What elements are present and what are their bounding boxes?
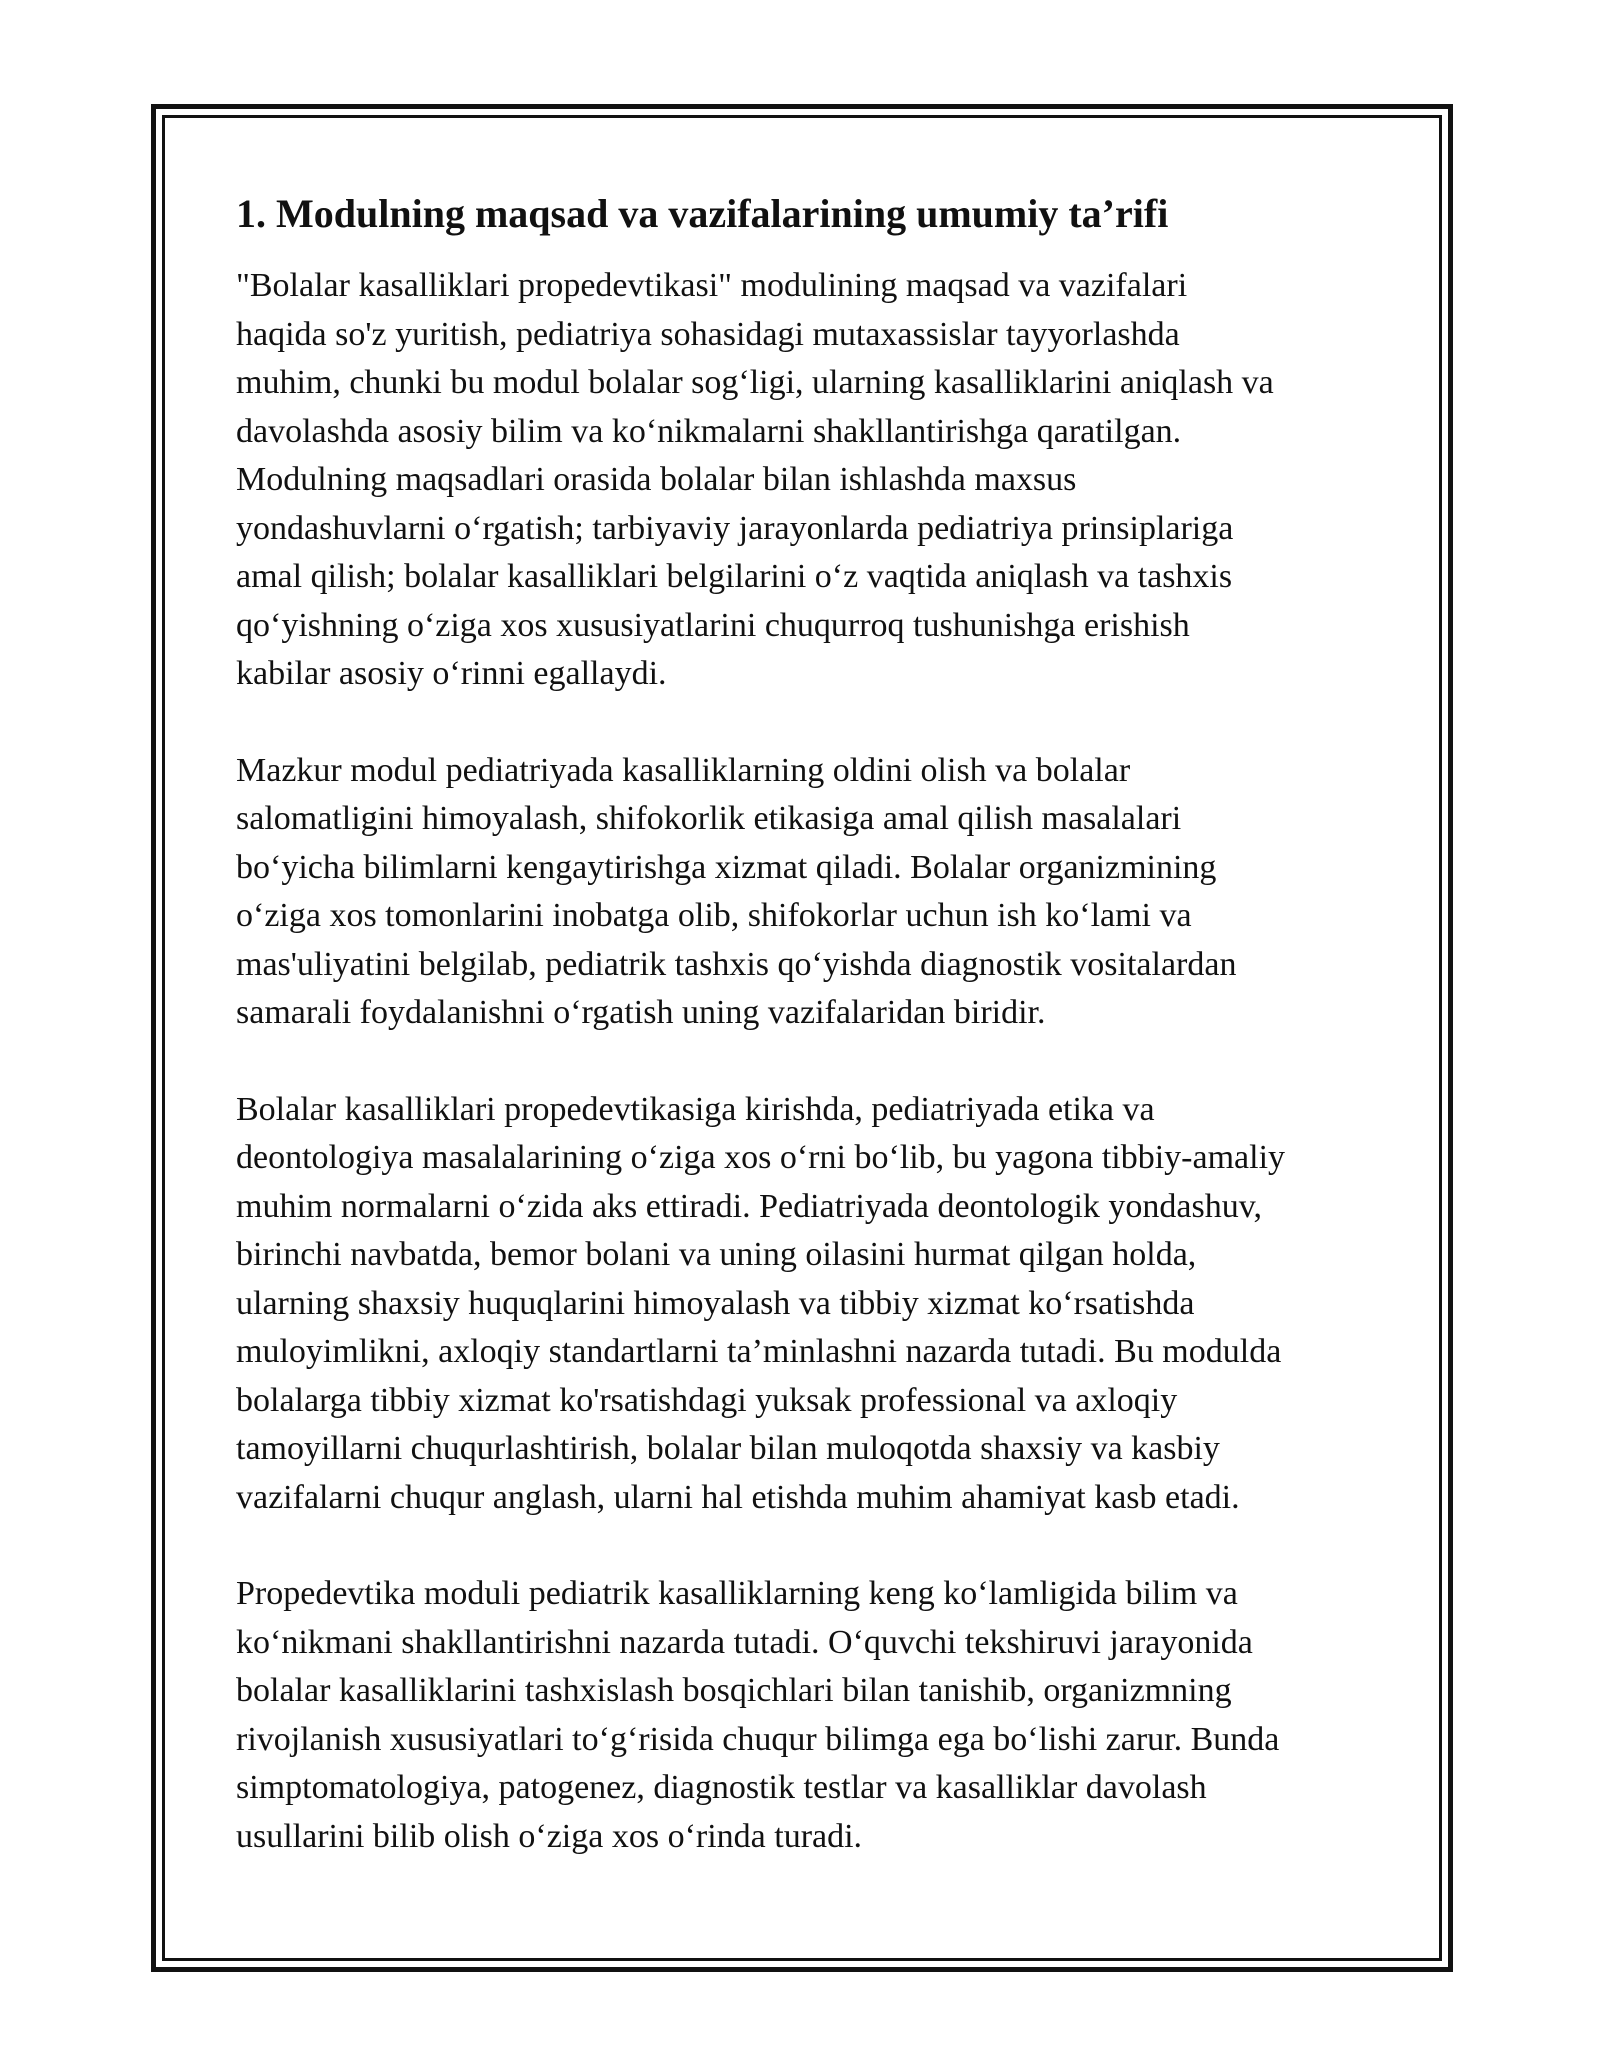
text-line: bolalar kasalliklarini tashxislash bosqichlari bilan tanishib, organizmning bbox=[236, 1672, 1232, 1709]
text-line: amal qilish; bolalar kasalliklari belgilarini o‘z vaqtida aniqlash va tashxis bbox=[236, 558, 1233, 595]
text-line: kabilar asosiy o‘rinni egallaydi. bbox=[236, 655, 667, 692]
paragraph-2 bbox=[236, 747, 1386, 1038]
text-line: "Bolalar kasalliklari propedevtikasi" modulining maqsad va vazifalari bbox=[236, 267, 1188, 304]
text-line: bolalarga tibbiy xizmat ko'rsatishdagi yuksak professional va axloqiy bbox=[236, 1381, 1178, 1419]
text-line: Bolalar kasalliklari propedevtikasiga kirishda, pediatriyada etika va bbox=[236, 1090, 1155, 1128]
text-line: birinchi navbatda, bemor bolani va uning oilasini hurmat qilgan holda, bbox=[236, 1236, 1197, 1273]
text-line: muloyimlikni, axloqiy standartlarni ta’minlashni nazarda tutadi. Bu modulda bbox=[236, 1333, 1282, 1370]
text-line: vazifalarni chuqur anglash, ularni hal etishda muhim ahamiyat kasb etadi. bbox=[236, 1478, 1240, 1516]
text-line: o‘ziga xos tomonlarini inobatga olib, shifokorlar uchun ish ko‘lami va bbox=[236, 897, 1192, 934]
text-line: yondashuvlarni o‘rgatish; tarbiyaviy jarayonlarda pediatriya prinsiplariga bbox=[236, 509, 1234, 547]
paragraph-1 bbox=[236, 262, 1386, 699]
text-line: Mazkur modul pediatriyada kasalliklarning oldini olish va bolalar bbox=[236, 751, 1131, 789]
text-line: usullarini bilib olish o‘ziga xos o‘rinda turadi. bbox=[236, 1817, 863, 1855]
text-line: bo‘yicha bilimlarni kengaytirishga xizmat qiladi. Bolalar organizmining bbox=[236, 848, 1217, 886]
section-heading: 1. Modulning maqsad va vazifalarining umumiy ta’rifi bbox=[236, 191, 1169, 236]
text-line: muhim normalarni o‘zida aks ettiradi. Pediatriyada deontologik yondashuv, bbox=[236, 1187, 1263, 1225]
text-line: rivojlanish xususiyatlari to‘g‘risida chuqur bilimga ega bo‘lishi zarur. Bunda bbox=[236, 1720, 1280, 1758]
text-line: samarali foydalanishni o‘rgatish uning vazifalaridan biridir. bbox=[236, 994, 1046, 1031]
paragraph-4 bbox=[236, 1570, 1386, 1861]
text-line: haqida so'z yuritish, pediatriya sohasidagi mutaxassislar tayyorlashda bbox=[236, 315, 1180, 353]
text-line: mas'uliyatini belgilab, pediatrik tashxis qo‘yishda diagnostik vositalardan bbox=[236, 945, 1237, 983]
text-line: simptomatologiya, patogenez, diagnostik testlar va kasalliklar davolash bbox=[236, 1769, 1207, 1806]
text-line: tamoyillarni chuqurlashtirish, bolalar bilan muloqotda shaxsiy va kasbiy bbox=[236, 1430, 1220, 1467]
text-line: muhim, chunki bu modul bolalar sog‘ligi, ularning kasalliklarini aniqlash va bbox=[236, 364, 1274, 401]
text-line: Propedevtika moduli pediatrik kasalliklarning keng ko‘lamligida bilim va bbox=[236, 1575, 1238, 1612]
text-line: qo‘yishning o‘ziga xos xususiyatlarini chuqurroq tushunishga erishish bbox=[236, 606, 1190, 644]
text-line: davolashda asosiy bilim va ko‘nikmalarni shakllantirishga qaratilgan. bbox=[236, 412, 1182, 450]
text-line: deontologiya masalalarining o‘ziga xos o‘rni bo‘lib, bu yagona tibbiy-amaliy bbox=[236, 1139, 1286, 1176]
paragraph-3 bbox=[236, 1086, 1386, 1523]
text-line: salomatligini himoyalash, shifokorlik etikasiga amal qilish masalalari bbox=[236, 800, 1182, 837]
text-line: ko‘nikmani shakllantirishni nazarda tutadi. O‘quvchi tekshiruvi jarayonida bbox=[236, 1623, 1253, 1661]
text-line: ularning shaxsiy huquqlarini himoyalash va tibbiy xizmat ko‘rsatishda bbox=[236, 1284, 1195, 1322]
text-line: Modulning maqsadlari orasida bolalar bilan ishlashda maxsus bbox=[236, 461, 1077, 498]
document-body bbox=[236, 188, 1386, 1909]
